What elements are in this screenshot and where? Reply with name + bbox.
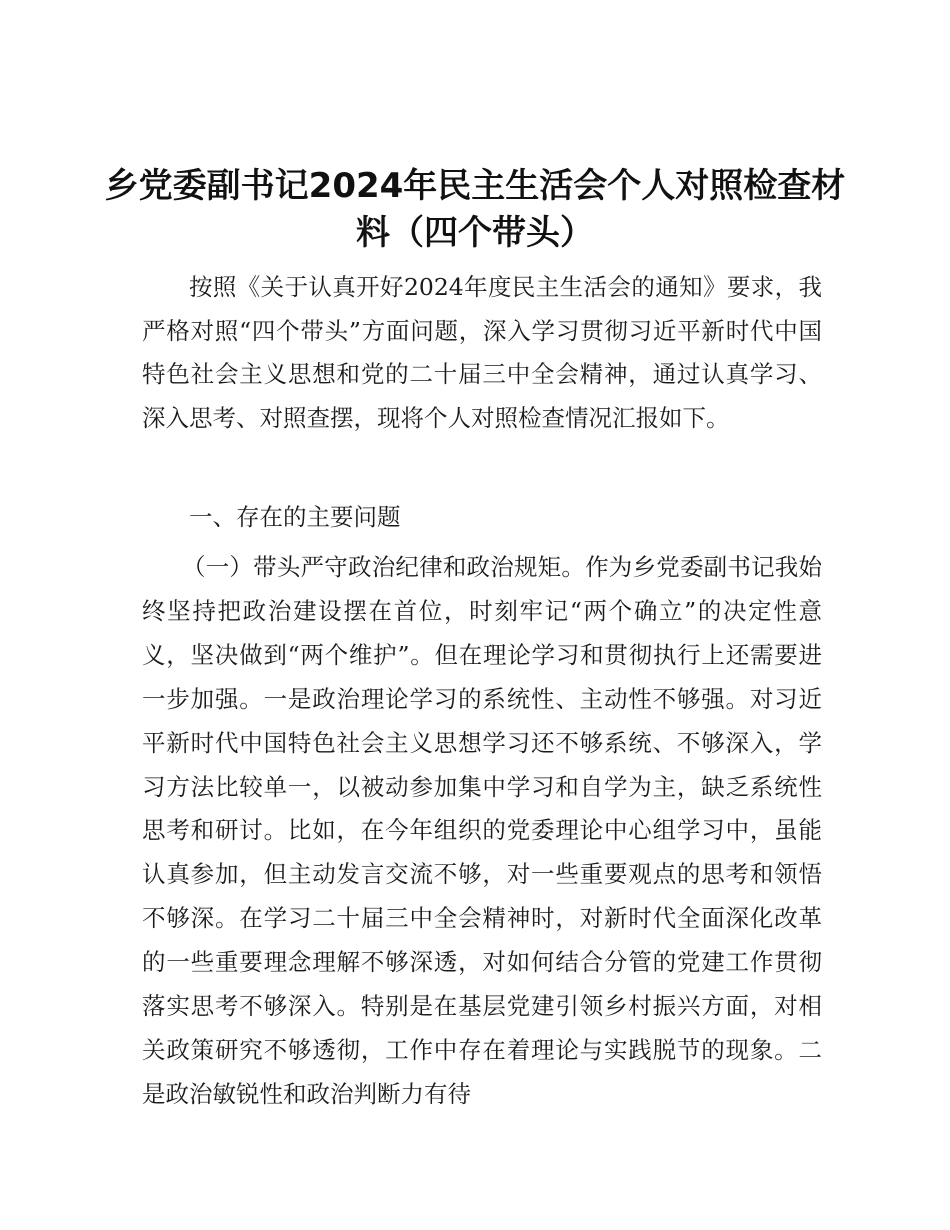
section-paragraph: （一）带头严守政治纪律和政治规矩。作为乡党委副书记我始终坚持把政治建设摆在首位，时刻牢记“两个确立”的决定性意义，坚决做到“两个维护”。但在理论学习和贯彻执行上还需要进一步加强。一是政治理论学习的系统性、主动性不够强。对习近平新时代中国特色社会主义思想学习还不够系统、不够深入，学习方法比较单一，以被动参加集中学习和自学为主，缺乏系统性思考和研讨。比如，在今年组织的党委理论中心组学习中，虽能认真参加，但主动发言交流不够，对一些重要观点的思考和领悟不够深。在学习二十届三中全会精神时，对新时代全面深化改革的一些重要理念理解不够深透，对如何结合分管的党建工作贯彻落实思考不够深入。特别是在基层党建引领乡村振兴方面，对相关政策研究不够透彻，工作中存在着理论与实践脱节的现象。二是政治敏锐性和政治判断力有待 xyxy=(142,553,822,1108)
section-heading: 一、存在的主要问题 xyxy=(189,503,401,531)
intro-paragraph: 按照《关于认真开好2024年度民主生活会的通知》要求，我严格对照“四个带头”方面问题，深入学习贯彻习近平新时代中国特色社会主义思想和党的二十届三中全会精神，通过认真学习、深入思考、对照查摆，现将个人对照检查情况汇报如下。 xyxy=(142,273,822,432)
document-title: 乡党委副书记2024年民主生活会个人对照检查材料（四个带头） xyxy=(104,166,846,253)
